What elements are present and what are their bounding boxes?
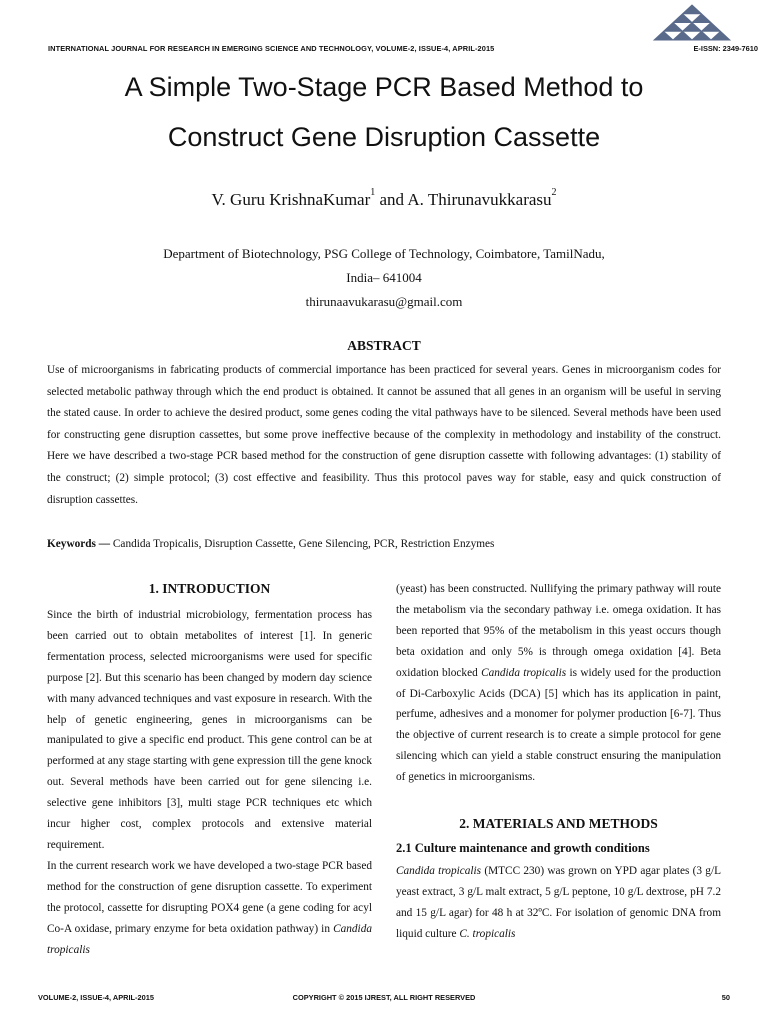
- page-number: 50: [721, 993, 730, 1002]
- author-list: [0, 187, 768, 210]
- author-email: thirunaavukarasu@gmail.com: [305, 294, 463, 309]
- left-column: [47, 579, 372, 960]
- affiliation-line2: India– 641004: [346, 270, 422, 285]
- keywords: [47, 538, 721, 550]
- author-name: A. Thirunavukkarasu: [407, 190, 552, 209]
- section-heading-introduction: 1. INTRODUCTION: [148, 581, 271, 596]
- intro-paragraph-continued: [396, 579, 721, 788]
- intro-continued-text-2: is widely used for the production of Di-Carboxylic Acids (DCA) [5] which has its application in paint, perfume, adhesives and a monomer for polymer production [6-7]. Thus the objective of current research is to create a simple protocol for gene silencing which can yield a stable construct ensuring the manipulation of genetics in microorganisms.: [396, 666, 721, 784]
- methods-text: (MTCC 230) was grown on YPD agar plates (3 g/L yeast extract, 3 g/L malt extract, 5 g/L peptone, 10 g/L dextrose, pH 7.2 and 15 g/L agar) for 48 h at 32ºC. For isolation of genomic DNA from liquid culture: [396, 865, 721, 940]
- species-name: Candida tropicalis: [481, 666, 567, 679]
- methods-paragraph: [396, 861, 721, 945]
- footer-volume: VOLUME-2, ISSUE-4, APRIL-2015: [38, 993, 154, 1002]
- species-name: C. tropicalis: [459, 927, 516, 940]
- species-name: Candida tropicalis: [47, 922, 372, 956]
- intro-paragraph-2: [47, 856, 372, 961]
- journal-logo: [652, 2, 732, 42]
- eissn-label: E-ISSN: 2349-7610: [693, 44, 758, 53]
- right-column: [396, 579, 721, 945]
- keywords-text: Candida Tropicalis, Disruption Cassette, Gene Silencing, PCR, Restriction Enzymes: [110, 538, 495, 550]
- author-affil-mark: 1: [370, 187, 376, 198]
- footer-copyright: COPYRIGHT © 2015 IJREST, ALL RIGHT RESERVED: [292, 993, 476, 1002]
- author-name: V. Guru KrishnaKumar: [211, 190, 371, 209]
- paper-title-line1: A Simple Two-Stage PCR Based Method to: [124, 72, 644, 102]
- author-separator: and: [375, 190, 408, 209]
- journal-header: INTERNATIONAL JOURNAL FOR RESEARCH IN EMERGING SCIENCE AND TECHNOLOGY, VOLUME-2, ISSUE-4, APRIL-2015: [48, 44, 495, 53]
- intro-paragraph-1: Since the birth of industrial microbiology, fermentation process has been carried out to obtain metabolites of interest [1]. In generic fermentation process, selected microorganisms were used for specific purpose [2]. But this scenario has been changed by modern day science with many advanced techniques and vast exposure in research. With the help of genetic engineering, genes in microorganisms can be manipulated to give a specific end product. This gene control can be at performed at any stage starting with gene expression till the gene knock out. Several methods have been carried out for gene silencing i.e. selective gene inhibitors [3], multi stage PCR techniques etc which incur higher cost, complex protocols and extensive material requirement.: [47, 609, 372, 851]
- intro-paragraph-2-text: In the current research work we have developed a two-stage PCR based method for the construction of gene disruption cassette. To experiment the protocol, cassette for disrupting POX4 gene (a gene coding for acyl Co-A oxidase, primary enzyme for beta oxidation pathway) in: [47, 859, 372, 935]
- author-affil-mark: 2: [551, 187, 557, 198]
- intro-continued-text: (yeast) has been constructed. Nullifying the primary pathway will route the metabolism via the secondary pathway i.e. omega oxidation. It has been reported that 95% of the metabolism in this yeast occurs though beta oxidation and only 5% is through omega oxidation [4]. Beta oxidation blocked: [396, 583, 721, 679]
- subsection-heading: 2.1 Culture maintenance and growth conditions: [396, 841, 650, 856]
- abstract-heading: ABSTRACT: [347, 338, 421, 353]
- species-name: Candida tropicalis: [396, 865, 482, 878]
- keywords-label: Keywords —: [47, 538, 111, 550]
- section-heading-methods: 2. MATERIALS AND METHODS: [459, 816, 658, 832]
- paper-title-line2: Construct Gene Disruption Cassette: [167, 122, 601, 152]
- abstract-text: Use of microorganisms in fabricating products of commercial importance has been practiced for several years. Genes in microorganism codes for selected metabolic pathway through which the end product is obtained. It cannot be assuned that all genes in an organism will be useful in serving the stated cause. In order to achieve the desired product, some genes coding the vital pathways have to be silenced. Several methods have been used for constructing gene disruption cassettes, but some prove ineffective because of the complexity in methodology and instability of the construct. Here we have described a two-stage PCR based method for the construction of gene disruption cassette with following advantages: (1) stability of the construct; (2) simple protocol; (3) cost effective and feasibility. Thus this protocol paves way for stable, easy and quick construction of disruption cassettes.: [47, 364, 721, 506]
- affiliation-line1: Department of Biotechnology, PSG College of Technology, Coimbatore, TamilNadu,: [163, 246, 605, 261]
